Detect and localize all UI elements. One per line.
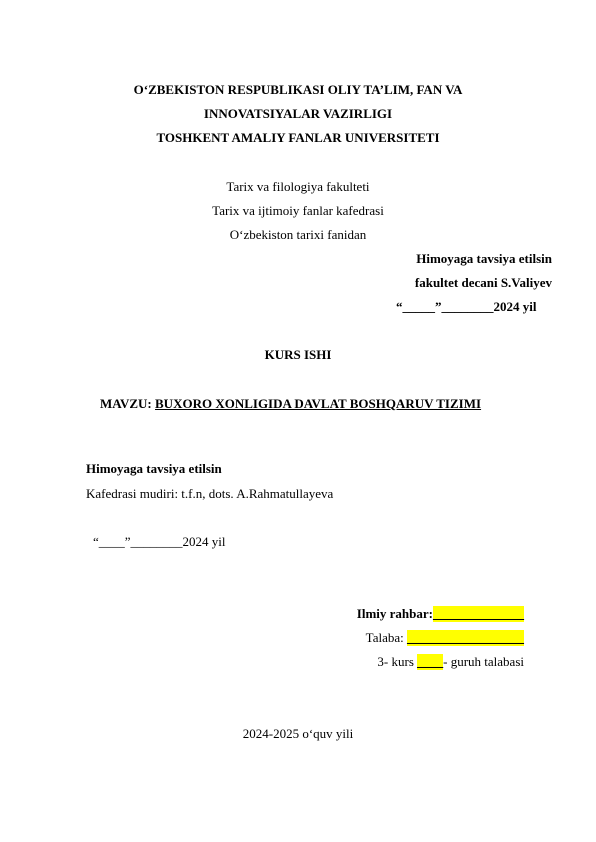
student-blank: __________________ xyxy=(407,630,524,645)
ministry-line-1: O‘ZBEKISTON RESPUBLIKASI OLIY TA’LIM, FAN VA xyxy=(133,82,463,97)
topic-value: BUXORO XONLIGIDA DAVLAT BOSHQARUV TIZIMI xyxy=(155,396,482,411)
course-prefix: 3- kurs xyxy=(377,654,418,669)
course-line xyxy=(377,654,524,670)
approval-right-line-1: Himoyaga tavsiya etilsin xyxy=(416,251,552,266)
student-line xyxy=(366,630,524,646)
academic-year: 2024-2025 o‘quv yili xyxy=(242,726,354,741)
university-name: TOSHKENT AMALIY FANLAR UNIVERSITETI xyxy=(156,130,440,145)
approval-right-dean: fakultet decani S.Valiyev xyxy=(414,275,552,290)
topic-label: MAVZU: xyxy=(100,396,156,411)
topic-line xyxy=(100,396,481,412)
course-suffix: - guruh talabasi xyxy=(443,654,524,669)
course-blank: ____ xyxy=(417,654,444,669)
head-of-department: Kafedrasi mudiri: t.f.n, dots. A.Rahmatullayeva xyxy=(86,486,334,501)
subject-name: O‘zbekiston tarixi fanidan xyxy=(229,227,367,242)
student-label: Talaba: xyxy=(365,630,407,645)
supervisor-label: Ilmiy rahbar: xyxy=(356,606,433,621)
approval-right-date: “_____”________2024 yil xyxy=(396,299,537,314)
approval-left-date: “____”________2024 yil xyxy=(93,534,226,549)
department-name: Tarix va ijtimoiy fanlar kafedrasi xyxy=(212,203,384,218)
faculty-name: Tarix va filologiya fakulteti xyxy=(226,179,370,194)
supervisor-blank: ______________ xyxy=(433,606,524,621)
approval-left-heading: Himoyaga tavsiya etilsin xyxy=(86,461,222,476)
document-title: KURS ISHI xyxy=(264,347,332,362)
supervisor-line xyxy=(357,606,524,622)
ministry-line-2: INNOVATSIYALAR VAZIRLIGI xyxy=(203,106,393,121)
